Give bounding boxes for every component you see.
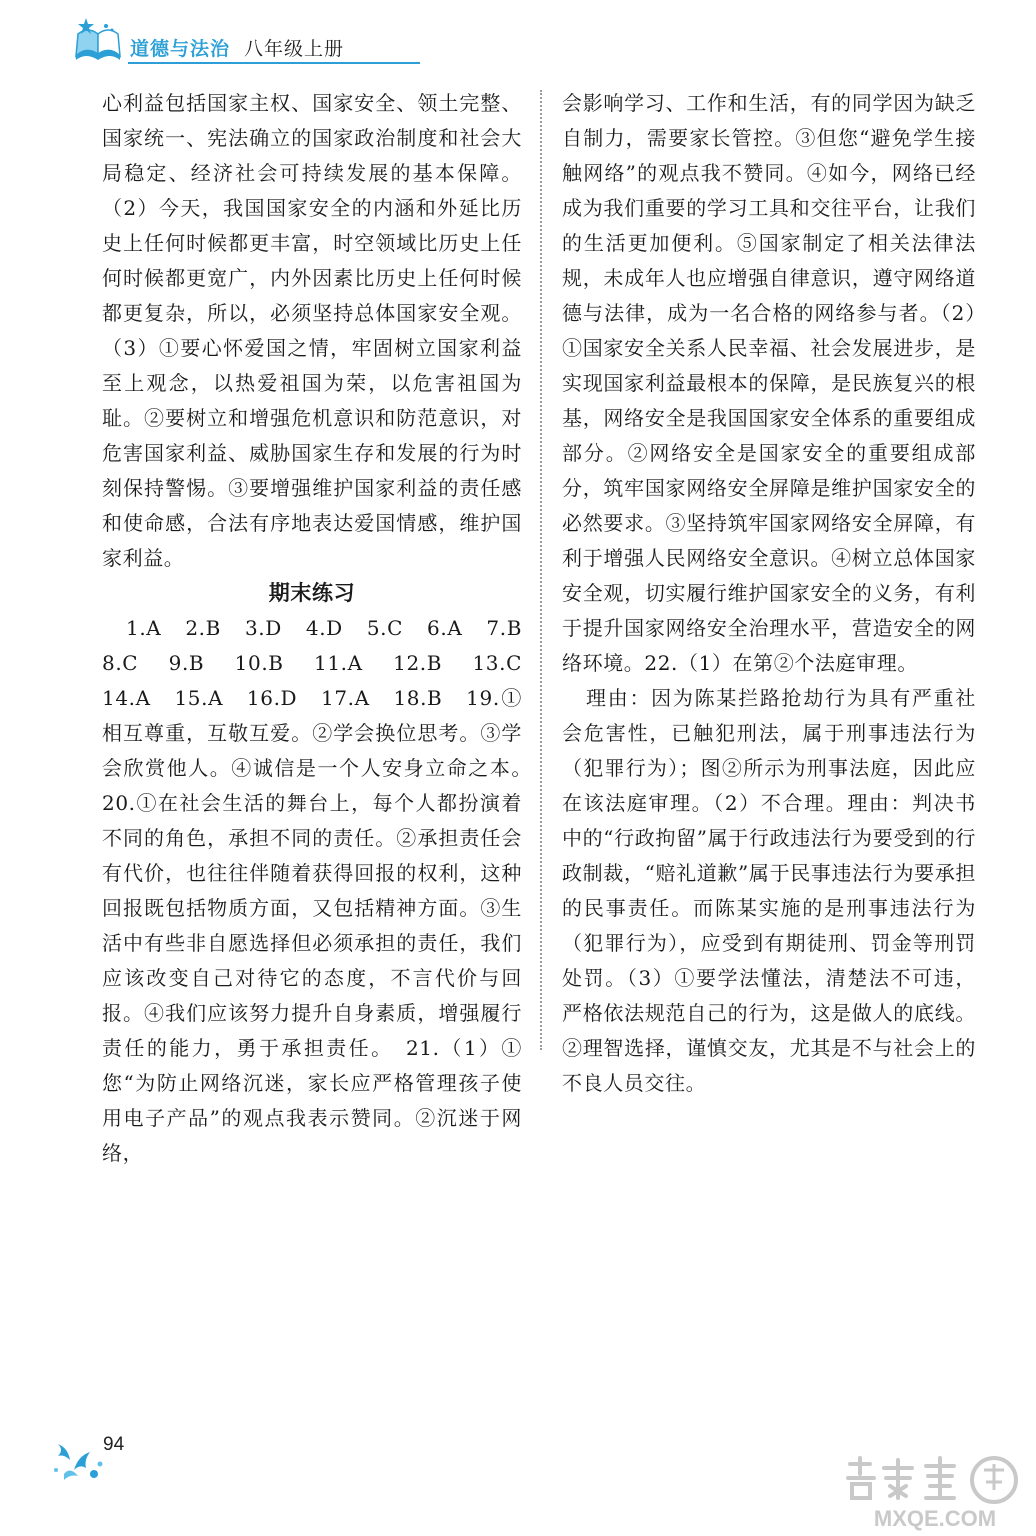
- open-book-star-icon: [72, 16, 124, 66]
- right-paragraph-1: 会影响学习、工作和生活，有的同学因为缺乏自制力，需要家长管控。③但您“避免学生接触网络”的观点我不赞同。④如今，网络已经成为我们重要的学习工具和交往平台，让我们的生活更加便利。⑤国家制定了相关法律法规，未成年人也应增强自律意识，遵守网络道德与法律，成为一名合格的网络参与者。（2）①国家安全关系人民幸福、社会发展进步，是实现国家利益最根本的保障，是民族复兴的根基，网络安全是我国国家安全体系的重要组成部分。②网络安全是国家安全的重要组成部分，筑牢国家网络安全屏障是维护国家安全的必然要求。③坚持筑牢国家网络安全屏障，有利于增强人民网络安全意识。④树立总体国家安全观，切实履行维护国家安全的义务，有利于提升国家网络安全治理水平，营造安全的网络环境。22.（1）在第②个法庭审理。: [562, 91, 976, 675]
- daan-quan-watermark-icon: [840, 1454, 1030, 1532]
- book-grade: 八年级上册: [244, 38, 345, 60]
- right-paragraph-2: 理由：因为陈某拦路抢劫行为具有严重社会危害性，已触犯刑法，属于刑事违法行为（犯罪行为）；图②所示为刑事法庭，因此应在该法庭审理。（2）不合理。理由：判决书中的“行政拘留”属于行政违法行为要受到的行政制裁，“赔礼道歉”属于民事违法行为要承担的民事责任。而陈某实施的是刑事违法行为（犯罪行为），应受到有期徒刑、罚金等刑罚处罚。（3）①要学法懂法，清楚法不可违，严格依法规范自己的行为，这是做人的底线。②理智选择，谨慎交友，尤其是不与社会上的不良人员交往。: [562, 686, 976, 1095]
- section-title: 期末练习: [268, 581, 356, 605]
- left-column: [102, 86, 543, 1171]
- blue-splash-icon: [50, 1430, 106, 1486]
- svg-text:MXQE.COM: MXQE.COM: [873, 1506, 997, 1531]
- left-paragraph: 心利益包括国家主权、国家安全、领土完整、国家统一、宪法确立的国家政治制度和社会大局稳定、经济社会可持续发展的基本保障。（2）今天，我国国家安全的内涵和外延比历史上任何时候都更丰富，时空领域比历史上任何时候都更宽广，内外因素比历史上任何时候都更复杂，所以，必须坚持总体国家安全观。（3）①要心怀爱国之情，牢固树立国家利益至上观念，以热爱祖国为荣，以危害祖国为耻。②要树立和增强危机意识和防范意识，对危害国家利益、威胁国家生存和发展的行为时刻保持警惕。③要增强维护国家利益的责任感和使命感，合法有序地表达爱国情感，维护国家利益。: [102, 91, 522, 570]
- page-header: [72, 14, 372, 70]
- answers-paragraph: 1.A 2.B 3.D 4.D 5.C 6.A 7.B 8.C 9.B 10.B 11.A 12.B 13.C 14.A 15.A 16.D 17.A 18.B 19.①相互尊重，互敬互爱。②学会换位思考。③学会欣赏他人。④诚信是一个人安身立命之本。 20.①在社会生活的舞台上，每个人都扮演着不同的角色，承担不同的责任。②承担责任会有代价，也往往伴随着获得回报的权利，这种回报既包括物质方面，又包括精神方面。③生活中有些非自愿选择但必须承担的责任，我们应该改变自己对待它的态度，不言代价与回报。④我们应该努力提升自身素质，增强履行责任的能力，勇于承担责任。 21.（1）①您“为防止网络沉迷，家长应严格管理孩子使用电子产品”的观点我表示赞同。②沉迷于网络，: [102, 616, 543, 1165]
- page-number: 94: [103, 1434, 125, 1455]
- book-title: 道德与法治: [130, 38, 231, 60]
- header-underline: [128, 62, 420, 64]
- column-divider: [540, 90, 542, 1050]
- right-column: [562, 86, 976, 1101]
